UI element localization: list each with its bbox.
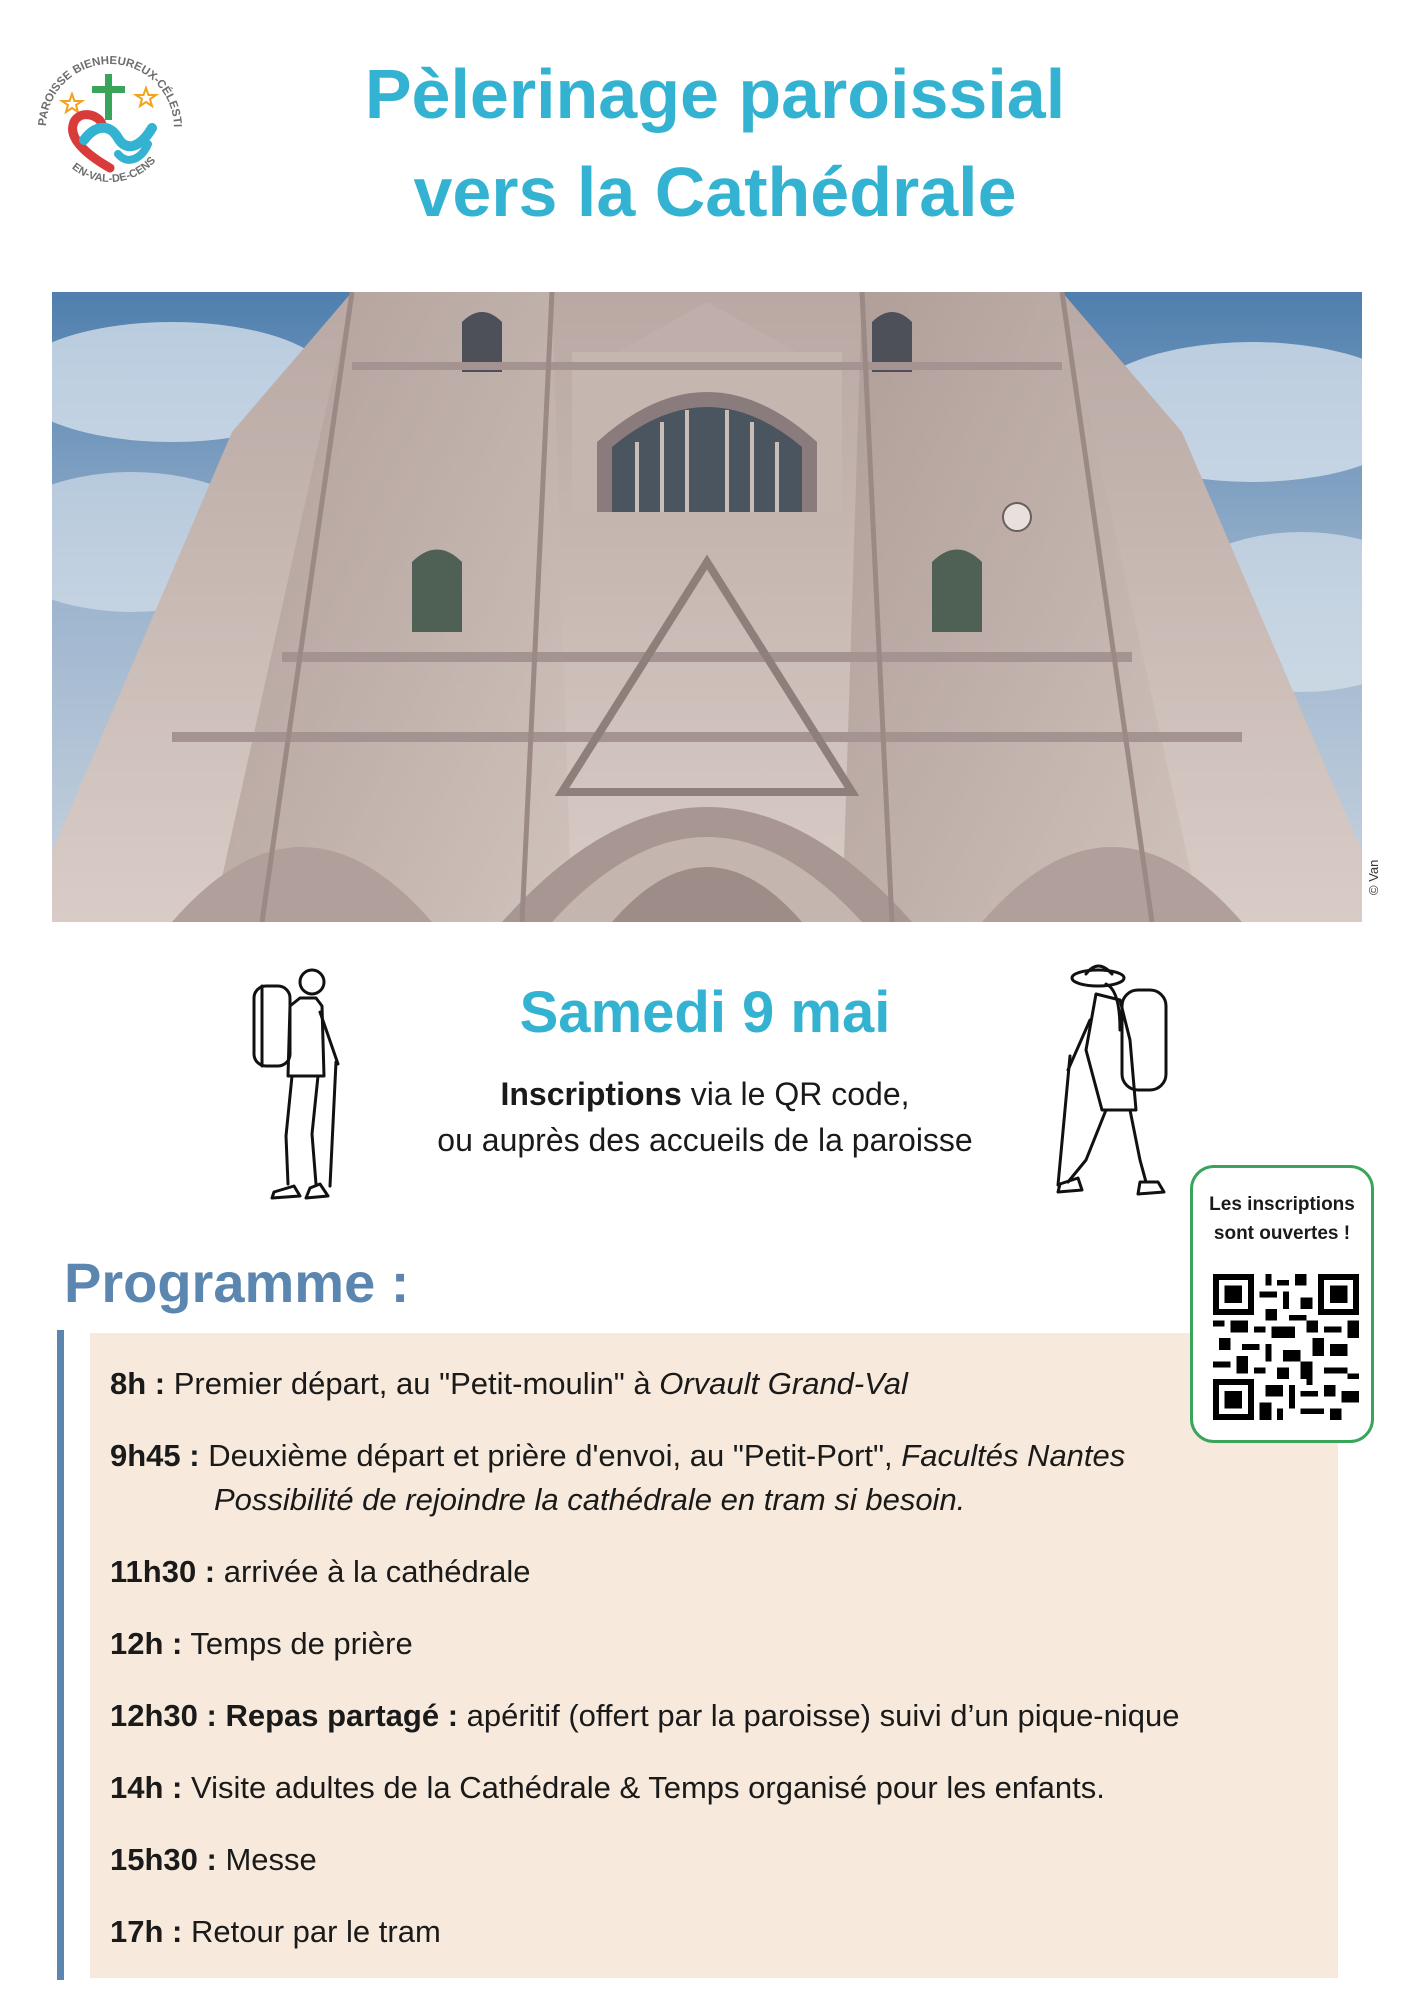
programme-item-14h	[110, 1766, 1105, 1810]
event-date: Samedi 9 mai	[519, 980, 891, 1045]
photo-credit: © Van	[1366, 859, 1381, 895]
programme-time: 17h :	[110, 1914, 183, 1949]
programme-text: Retour par le tram	[182, 1914, 441, 1949]
programme-place: Facultés Nantes	[901, 1438, 1126, 1473]
programme-heading: Programme :	[64, 1251, 410, 1314]
programme-item-15h30	[110, 1838, 317, 1882]
cathedral-photo	[52, 292, 1362, 922]
programme-item-9h45	[110, 1434, 1125, 1478]
programme-highlight: Repas partagé :	[216, 1698, 459, 1733]
registration-line2: ou auprès des accueils de la paroisse	[437, 1122, 973, 1158]
programme-time: 9h45 :	[110, 1438, 200, 1473]
programme-item-8h	[110, 1362, 908, 1406]
hiker-left-icon	[248, 966, 358, 1206]
programme-text: Messe	[216, 1842, 317, 1877]
svg-text:PAROISSE BIENHEUREUX-CÉLESTIN-	[22, 28, 183, 127]
programme-accent-bar	[57, 1330, 64, 1980]
logo-bottom-text: EN-VAL-DE-CENS	[69, 154, 159, 186]
qr-caption	[1193, 1190, 1371, 1248]
qr-caption-line1: Les inscriptions	[1209, 1194, 1355, 1215]
page-title-line2: vers la Cathédrale	[413, 153, 1017, 231]
programme-item-17h	[110, 1910, 441, 1954]
programme-item-12h	[110, 1622, 413, 1666]
page-title-line1: Pèlerinage paroissial	[364, 55, 1066, 133]
programme-item-12h30	[110, 1694, 1179, 1738]
hiker-right-icon	[1050, 960, 1190, 1205]
programme-time: 12h :	[110, 1626, 183, 1661]
registration-rest: via le QR code,	[681, 1076, 910, 1112]
programme-text: Visite adultes de la Cathédrale & Temps organisé pour les enfants.	[182, 1770, 1105, 1805]
programme-time: 8h :	[110, 1366, 166, 1401]
qr-caption-line2: sont ouvertes !	[1213, 1223, 1351, 1244]
registration-bold: Inscriptions	[500, 1076, 682, 1112]
programme-item-9h45-note: Possibilité de rejoindre la cathédrale en tram si besoin.	[214, 1482, 966, 1517]
programme-time: 12h30 :	[110, 1698, 217, 1733]
programme-text: arrivée à la cathédrale	[215, 1554, 531, 1589]
qr-code-icon[interactable]	[1213, 1274, 1359, 1420]
programme-text: Premier départ, au "Petit-moulin" à	[165, 1366, 660, 1401]
programme-text: Deuxième départ et prière d'envoi, au "Petit-Port",	[199, 1438, 902, 1473]
programme-time: 11h30 :	[110, 1554, 216, 1589]
programme-time: 15h30 :	[110, 1842, 217, 1877]
programme-item-11h30	[110, 1550, 530, 1594]
qr-card[interactable]	[1190, 1165, 1374, 1443]
registration-line1	[380, 1072, 1030, 1116]
programme-place: Orvault Grand-Val	[659, 1366, 908, 1401]
programme-time: 14h :	[110, 1770, 183, 1805]
parish-logo	[22, 28, 198, 204]
programme-text: apéritif (offert par la paroisse) suivi d’un pique-nique	[458, 1698, 1180, 1733]
logo-top-text: PAROISSE BIENHEUREUX-CÉLESTI	[36, 54, 184, 128]
programme-text: Temps de prière	[182, 1626, 413, 1661]
